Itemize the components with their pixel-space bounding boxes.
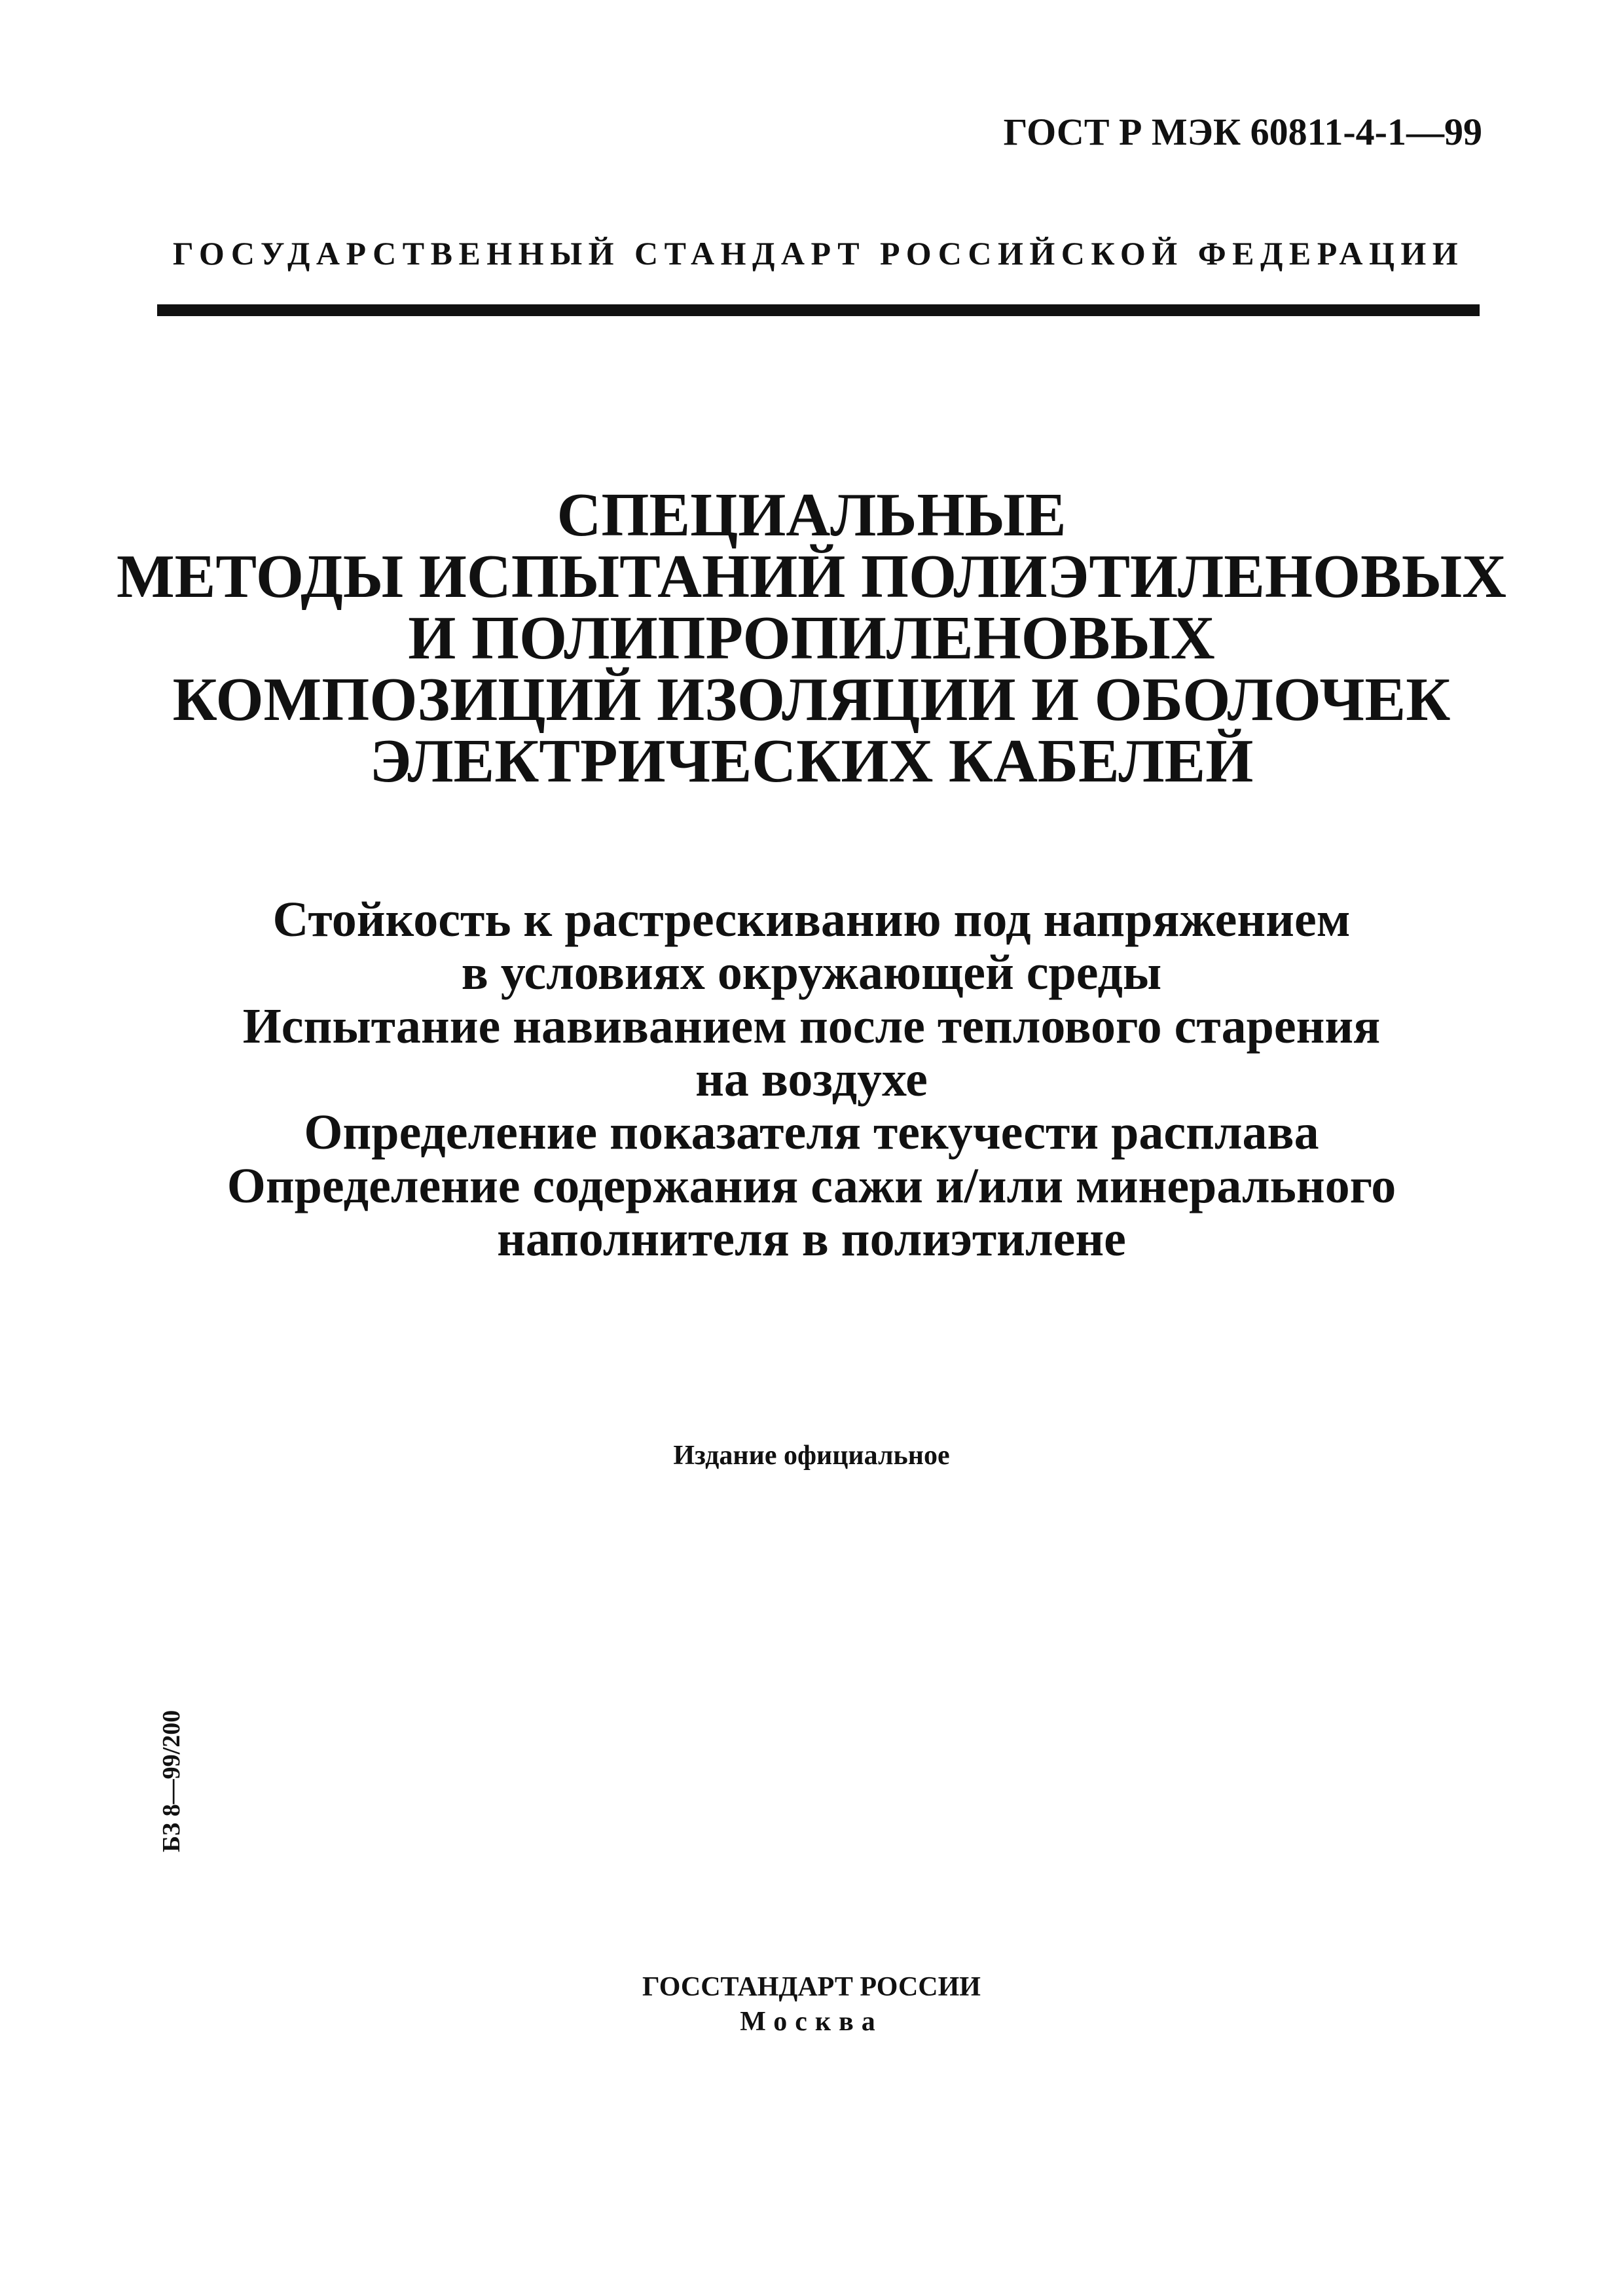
side-registration-code: БЗ 8—99/200	[158, 1710, 185, 1852]
publisher-city: Москва	[740, 2006, 883, 2037]
subtitle-line: Определение показателя текучести расплава	[304, 1105, 1319, 1160]
subtitle-line: Определение содержания сажи и/или минерального	[227, 1158, 1396, 1213]
publisher-name: ГОССТАНДАРТ РОССИИ	[642, 1972, 981, 2002]
state-standard-heading: ГОСУДАРСТВЕННЫЙ СТАНДАРТ РОССИЙСКОЙ ФЕДЕРАЦИИ	[172, 235, 1465, 272]
publisher-block	[0, 1970, 1623, 2039]
subtitle	[0, 893, 1623, 1266]
subtitle-line: Испытание навиванием после теплового старения	[242, 998, 1381, 1054]
main-title-line: КОМПОЗИЦИЙ ИЗОЛЯЦИИ И ОБОЛОЧЕК	[172, 666, 1451, 734]
edition-note: Издание официальное	[673, 1441, 950, 1471]
document-code: ГОСТ Р МЭК 60811-4-1—99	[1003, 111, 1482, 153]
main-title-line: МЕТОДЫ ИСПЫТАНИЙ ПОЛИЭТИЛЕНОВЫХ	[116, 543, 1507, 611]
header-divider	[157, 304, 1480, 316]
main-title	[0, 481, 1623, 795]
main-title-line: ЭЛЕКТРИЧЕСКИХ КАБЕЛЕЙ	[369, 727, 1254, 795]
main-title-line: И ПОЛИПРОПИЛЕНОВЫХ	[408, 604, 1215, 672]
main-title-line: СПЕЦИАЛЬНЫЕ	[556, 481, 1067, 549]
subtitle-line: на воздухе	[695, 1051, 928, 1107]
subtitle-line: Стойкость к растрескиванию под напряжением	[272, 892, 1351, 947]
subtitle-line: наполнителя в полиэтилене	[497, 1211, 1126, 1266]
subtitle-line: в условиях окружающей среды	[461, 945, 1162, 1001]
